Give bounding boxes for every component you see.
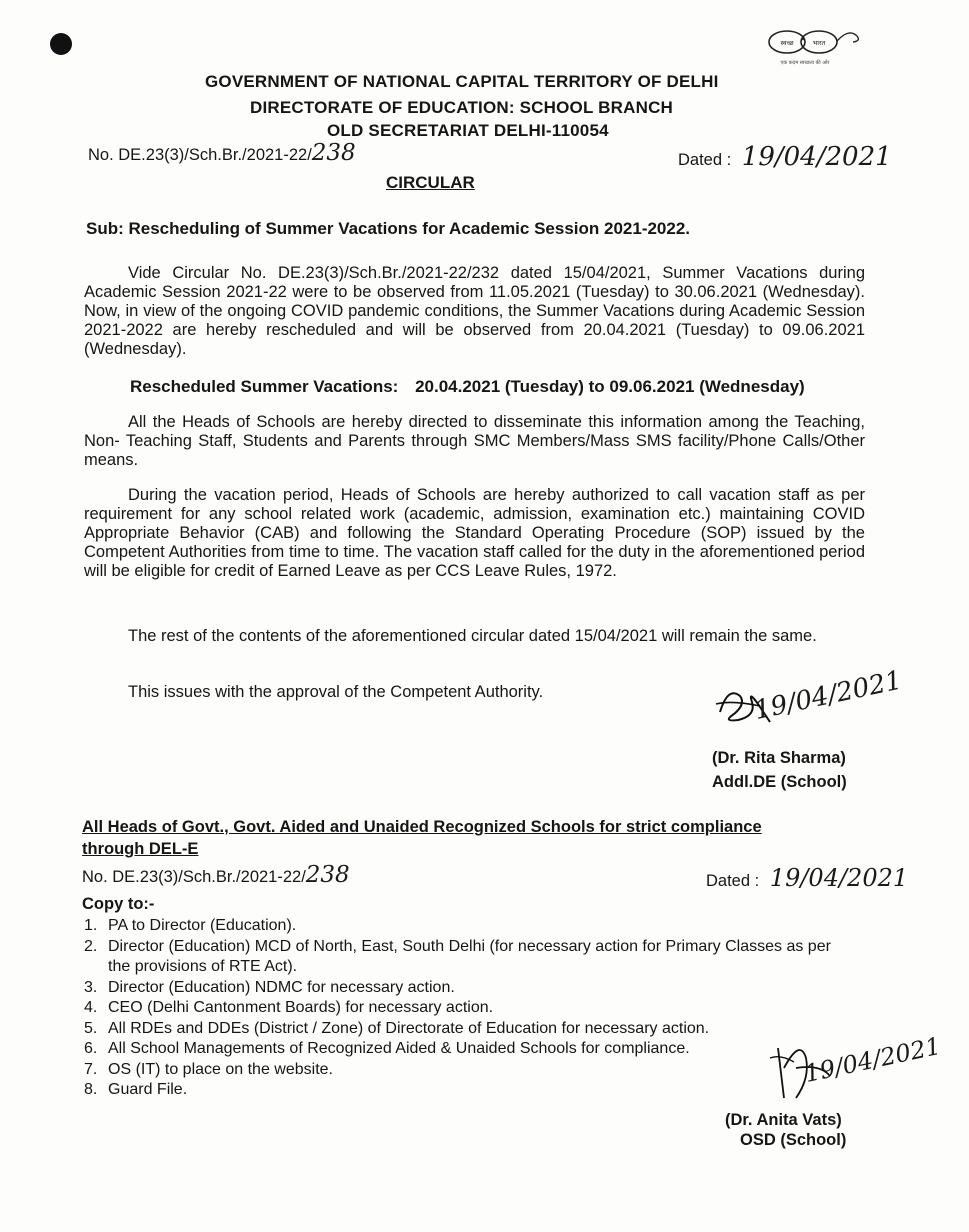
copy-to-item-text: OS (IT) to place on the website. [108, 1060, 333, 1078]
reference-2-prefix: No. DE.23(3)/Sch.Br./2021-22/ [82, 868, 306, 886]
dated-handwritten: 19/04/2021 [741, 142, 892, 172]
signatory-2-designation: OSD (School) [740, 1131, 847, 1149]
paragraph-2: All the Heads of Schools are hereby directed to disseminate this information among the Teaching, Non- Teaching Staff, Students and Parents through SMC Members/Mass SMS facility/Phone Calls/Other means. [84, 413, 865, 469]
paragraph-5: This issues with the approval of the Competent Authority. [128, 683, 544, 701]
signatory-2-name: (Dr. Anita Vats) [725, 1111, 842, 1129]
header-line-1: GOVERNMENT OF NATIONAL CAPITAL TERRITORY OF DELHI [205, 72, 719, 91]
reference-number-2 [82, 862, 350, 888]
recipients-line-1: All Heads of Govt., Govt. Aided and Unaided Recognized Schools for strict compliance [82, 818, 762, 836]
punch-hole [50, 33, 72, 55]
copy-to-item-text: CEO (Delhi Cantonment Boards) for necessary action. [108, 999, 494, 1016]
dated-label: Dated : [678, 151, 732, 169]
swachh-bharat-logo [765, 24, 865, 68]
copy-to-item [84, 998, 844, 1019]
circular-title: CIRCULAR [386, 173, 475, 192]
copy-to-item [84, 978, 844, 999]
reference-prefix: No. DE.23(3)/Sch.Br./2021-22/ [88, 146, 312, 164]
paragraph-4: The rest of the contents of the aforementioned circular dated 15/04/2021 will remain the same. [128, 627, 817, 645]
reference-date [678, 142, 892, 172]
rescheduled-line [130, 377, 805, 397]
copy-to-item-text: PA to Director (Education). [108, 917, 297, 934]
copy-to-item-number: 6. [84, 1040, 98, 1057]
reference-handwritten-number: 238 [311, 140, 356, 166]
header-line-2: DIRECTORATE OF EDUCATION: SCHOOL BRANCH [250, 98, 674, 117]
copy-to-item-text: All School Managements of Recognized Aided & Unaided Schools for compliance. [108, 1040, 690, 1057]
signature-2-date: 19/04/2021 [802, 1031, 944, 1088]
reference-number [88, 140, 356, 166]
signature-1-date: 19/04/2021 [751, 665, 905, 726]
copy-to-item [84, 1080, 844, 1101]
copy-to-item [84, 1060, 844, 1081]
copy-to-item-number: 3. [84, 978, 98, 996]
copy-to-title: Copy to:- [82, 895, 155, 913]
reference-date-2 [706, 864, 908, 892]
copy-to-item [84, 1039, 844, 1060]
copy-to-item-text: Director (Education) NDMC for necessary action. [108, 978, 455, 996]
copy-to-item-number: 2. [84, 937, 98, 955]
header-line-3: OLD SECRETARIAT DELHI-110054 [327, 121, 609, 140]
copy-to-item-text: Director (Education) MCD of North, East, South Delhi (for necessary action for Primary Classes as per the provisions of RTE Act). [108, 937, 831, 975]
copy-to-items [84, 916, 844, 1101]
signatory-1-name: (Dr. Rita Sharma) [712, 749, 846, 767]
dated-2-handwritten: 19/04/2021 [769, 864, 909, 892]
copy-to-item [84, 916, 844, 937]
dated-2-label: Dated : [706, 872, 760, 890]
copy-to-item [84, 1019, 844, 1040]
copy-to-item [84, 937, 844, 978]
copy-to-item-number: 7. [84, 1060, 98, 1078]
logo-pill-right: भारत [812, 39, 826, 47]
recipients-line-2: through DEL-E [82, 840, 199, 858]
copy-to-item-number: 1. [84, 917, 98, 934]
rescheduled-dates: 20.04.2021 (Tuesday) to 09.06.2021 (Wednesday) [415, 377, 805, 396]
copy-to-item-number: 4. [84, 999, 98, 1016]
copy-to-list [84, 916, 844, 1101]
logo-tagline: एक कदम स्वच्छता की ओर [780, 60, 830, 66]
reference-2-handwritten-number: 238 [305, 862, 350, 888]
copy-to-item-text: All RDEs and DDEs (District / Zone) of Directorate of Education for necessary action. [108, 1019, 710, 1037]
subject-line: Sub: Rescheduling of Summer Vacations for Academic Session 2021-2022. [86, 219, 691, 238]
signatory-1-designation: Addl.DE (School) [712, 773, 847, 791]
copy-to-item-number: 5. [84, 1019, 98, 1037]
copy-to-item-text: Guard File. [108, 1081, 188, 1098]
logo-pill-left: स्वच्छ [780, 39, 794, 47]
paragraph-1: Vide Circular No. DE.23(3)/Sch.Br./2021-22/232 dated 15/04/2021, Summer Vacations during Academic Session 2021-22 were to be observed from 11.05.2021 (Tuesday) to 30.06.2021 (Wednesday). Now, in view of the ongoing COVID pandemic conditions, the Summer Vacations during Academic Session 2021-2022 are hereby rescheduled and will be observed from 20.04.2021 (Tuesday) to 09.06.2021 (Wednesday). [84, 264, 865, 358]
rescheduled-label: Rescheduled Summer Vacations: [130, 377, 399, 396]
paragraph-3: During the vacation period, Heads of Schools are hereby authorized to call vacation staff as per requirement for any school related work (academic, admission, examination etc.) maintaining COVID Appropriate Behavior (CAB) and following the Standard Operating Procedure (SOP) issued by the Competent Authorities from time to time. The vacation staff called for the duty in the aforementioned period will be eligible for credit of Earned Leave as per CCS Leave Rules, 1972. [84, 486, 865, 580]
spectacles-icon [765, 24, 865, 68]
copy-to-item-number: 8. [84, 1081, 98, 1098]
